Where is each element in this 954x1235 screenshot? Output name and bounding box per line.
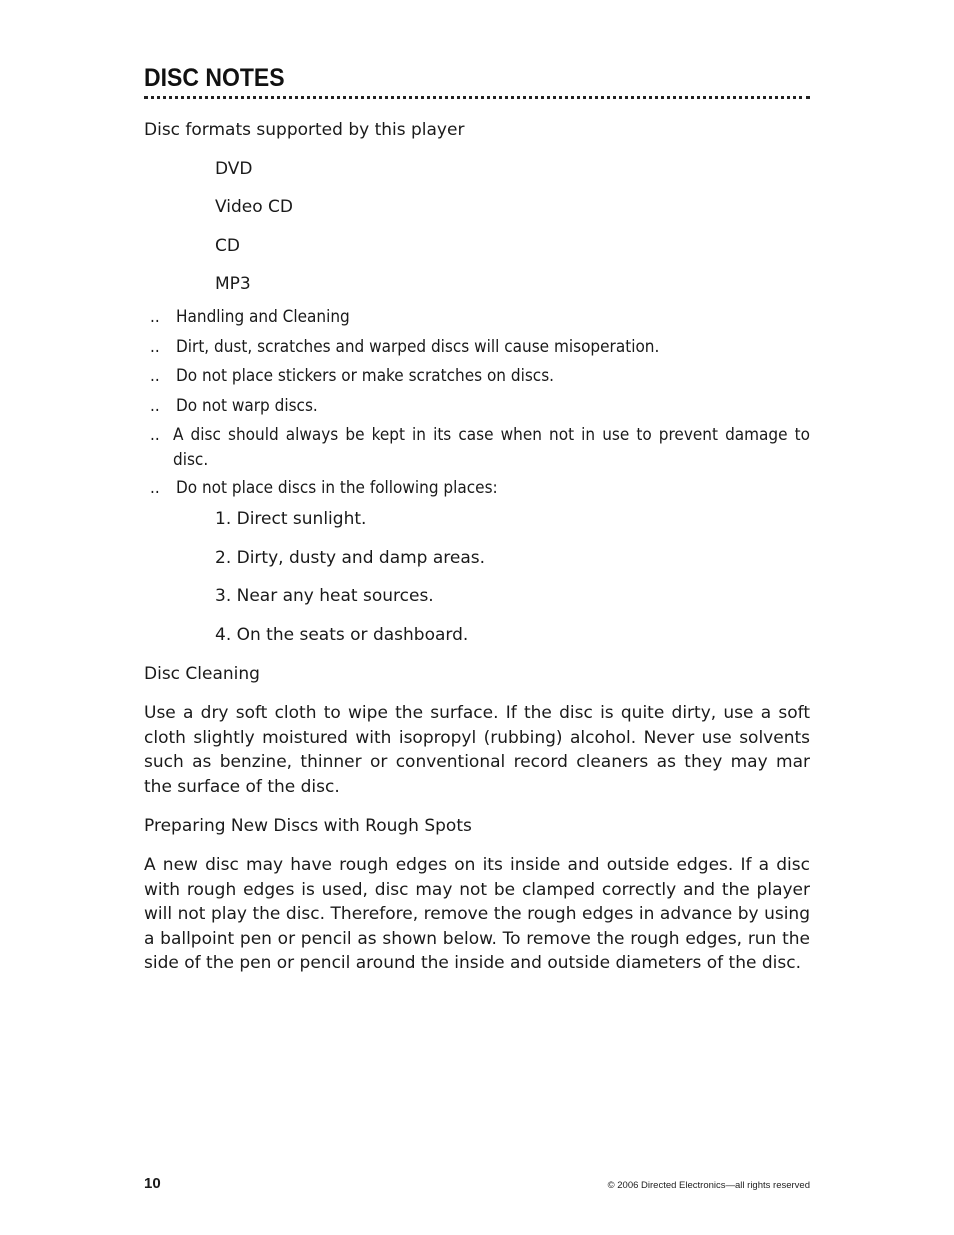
bullet-item (144, 305, 810, 330)
bullet-item (144, 423, 810, 473)
intro-text: Disc formats supported by this player (144, 120, 465, 140)
bullet-item (144, 476, 810, 501)
document-page (144, 0, 810, 1235)
cleaning-paragraph: Use a dry soft cloth to wipe the surface. If the disc is quite dirty, use a soft cloth slightly moistured with isopropyl (rubbing) alcohol. Never use solvents such as benzine, thinner or conventional record cleaners as they may mar the surface of the disc. (144, 703, 810, 797)
bullet-marker: .. (150, 307, 160, 327)
bullet-item (144, 364, 810, 389)
bullet-text: Do not place discs in the following places: (176, 478, 498, 498)
rough-spots-paragraph: A new disc may have rough edges on its inside and outside edges. If a disc with rough edges is used, disc may not be clamped correctly and the player will not play the disc. Therefore, remove the rough edges in advance by using a ballpoint pen or pencil as shown below. To remove the rough edges, run the side of the pen or pencil around the inside and outside diameters of the disc. (144, 855, 810, 974)
page-title: DISC NOTES (144, 64, 285, 92)
place-item: 2. Dirty, dusty and damp areas. (215, 548, 486, 568)
bullet-item (144, 335, 810, 360)
bullet-text: A disc should always be kept in its case when not in use to prevent damage to disc. (173, 425, 810, 470)
place-item: 3. Near any heat sources. (215, 586, 434, 606)
bullet-marker: .. (150, 337, 160, 357)
format-item: DVD (215, 159, 253, 179)
title-dotted-rule (144, 96, 810, 99)
format-item: Video CD (215, 197, 293, 217)
bullet-text: Handling and Cleaning (176, 307, 350, 327)
bullet-marker: .. (150, 366, 160, 386)
place-item: 4. On the seats or dashboard. (215, 625, 469, 645)
format-item: MP3 (215, 274, 251, 294)
bullet-item (144, 394, 810, 419)
section-heading-cleaning: Disc Cleaning (144, 664, 260, 684)
bullet-marker: .. (150, 478, 160, 498)
format-item: CD (215, 236, 240, 256)
page-number: 10 (144, 1175, 161, 1192)
bullet-text: Do not place stickers or make scratches on discs. (176, 366, 555, 386)
place-item: 1. Direct sunlight. (215, 509, 367, 529)
bullet-marker: .. (150, 396, 160, 416)
section-heading-rough-spots: Preparing New Discs with Rough Spots (144, 816, 472, 836)
copyright-notice: © 2006 Directed Electronics—all rights reserved (607, 1180, 810, 1191)
bullet-marker: .. (150, 425, 160, 445)
bullet-text: Dirt, dust, scratches and warped discs will cause misoperation. (176, 337, 660, 357)
bullet-text: Do not warp discs. (176, 396, 318, 416)
